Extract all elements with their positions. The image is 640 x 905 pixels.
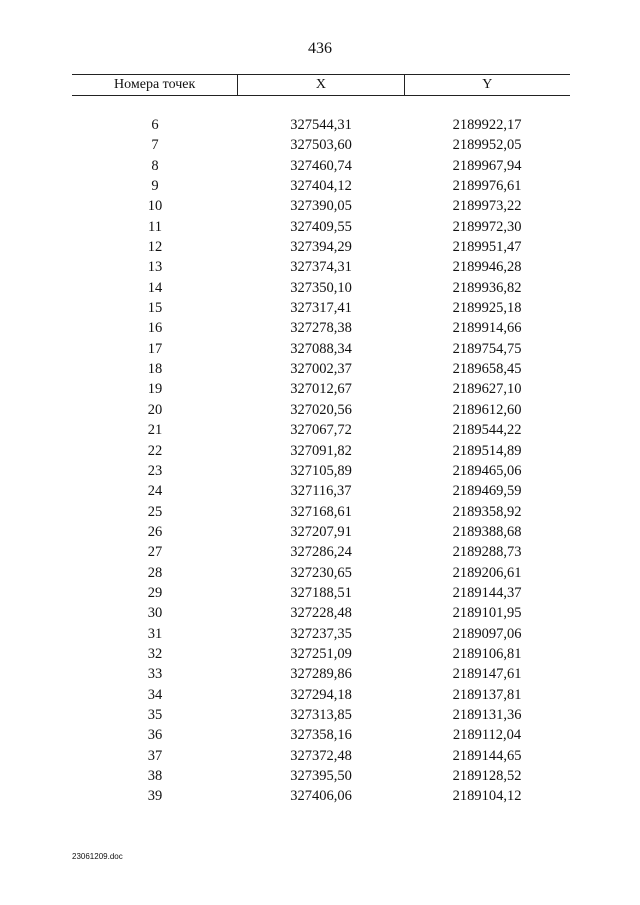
point-number-cell: 11 [148, 218, 162, 235]
table-row [72, 318, 570, 338]
x-coordinate-cell: 327409,55 [290, 218, 352, 235]
page-number: 436 [308, 40, 332, 57]
table-row [72, 441, 570, 461]
x-coordinate-cell: 327503,60 [290, 137, 352, 154]
table-row [72, 176, 570, 196]
x-coordinate-cell: 327002,37 [290, 361, 352, 378]
point-number-cell: 25 [147, 503, 163, 520]
x-coordinate-cell: 327294,18 [290, 686, 352, 703]
y-coordinate-cell: 2189951,47 [452, 239, 522, 256]
table-row [72, 583, 570, 603]
y-coordinate-cell: 2189936,82 [452, 279, 522, 296]
y-coordinate-cell: 2189288,73 [452, 544, 522, 561]
table-row [72, 664, 570, 684]
x-coordinate-cell: 327012,67 [290, 381, 352, 398]
x-coordinate-cell: 327278,38 [290, 320, 352, 337]
x-coordinate-cell: 327237,35 [290, 625, 352, 642]
point-number-cell: 22 [147, 442, 163, 459]
table-row [72, 705, 570, 725]
table-row [72, 135, 570, 155]
point-number-cell: 26 [147, 523, 163, 540]
x-coordinate-cell: 327168,61 [290, 503, 352, 520]
y-coordinate-cell: 2189106,81 [452, 645, 522, 662]
point-number-cell: 10 [147, 198, 163, 215]
point-number-cell: 33 [147, 666, 163, 683]
point-number-cell: 24 [147, 483, 163, 500]
header-point-numbers: Номера точек [72, 75, 238, 95]
y-coordinate-cell: 2189097,06 [452, 625, 522, 642]
table-row [72, 603, 570, 623]
y-coordinate-cell: 2189104,12 [452, 788, 522, 805]
table-body [72, 115, 570, 807]
y-coordinate-cell: 2189358,92 [452, 503, 522, 520]
x-coordinate-cell: 327230,65 [290, 564, 352, 581]
point-number-cell: 34 [147, 686, 163, 703]
point-number-cell: 36 [147, 727, 163, 744]
table-row [72, 400, 570, 420]
table-row [72, 725, 570, 745]
table-row [72, 156, 570, 176]
point-number-cell: 15 [147, 300, 163, 317]
y-coordinate-cell: 2189465,06 [452, 462, 522, 479]
x-coordinate-cell: 327289,86 [290, 666, 352, 683]
y-coordinate-cell: 2189754,75 [452, 340, 522, 357]
x-coordinate-cell: 327394,29 [290, 239, 352, 256]
point-number-cell: 16 [147, 320, 163, 337]
x-coordinate-cell: 327188,51 [290, 584, 352, 601]
y-coordinate-cell: 2189514,89 [452, 442, 522, 459]
x-coordinate-cell: 327390,05 [290, 198, 352, 215]
table-row [72, 481, 570, 501]
y-coordinate-cell: 2189914,66 [452, 320, 522, 337]
table-row [72, 644, 570, 664]
y-coordinate-cell: 2189206,61 [452, 564, 522, 581]
table-row [72, 461, 570, 481]
table-row [72, 379, 570, 399]
header-x: X [238, 75, 404, 95]
table-row [72, 766, 570, 786]
point-number-cell: 13 [147, 259, 163, 276]
point-number-cell: 7 [151, 137, 159, 154]
y-coordinate-cell: 2189137,81 [452, 686, 522, 703]
x-coordinate-cell: 327067,72 [290, 422, 352, 439]
table-row [72, 359, 570, 379]
x-coordinate-cell: 327091,82 [290, 442, 352, 459]
point-number-cell: 8 [151, 157, 159, 174]
point-number-cell: 28 [147, 564, 163, 581]
y-coordinate-cell: 2189388,68 [452, 523, 522, 540]
y-coordinate-cell: 2189922,17 [452, 117, 522, 133]
point-number-cell: 20 [147, 401, 163, 418]
y-coordinate-cell: 2189973,22 [452, 198, 522, 215]
y-coordinate-cell: 2189658,45 [452, 361, 522, 378]
point-number-cell: 39 [147, 788, 163, 805]
y-coordinate-cell: 2189101,95 [452, 605, 522, 622]
table-row [72, 196, 570, 216]
y-coordinate-cell: 2189976,61 [452, 178, 522, 195]
table-row [72, 217, 570, 237]
point-number-cell: 37 [147, 747, 163, 764]
y-coordinate-cell: 2189147,61 [452, 666, 522, 683]
table-row [72, 298, 570, 318]
table-row [72, 685, 570, 705]
table-row [72, 522, 570, 542]
y-coordinate-cell: 2189925,18 [452, 300, 522, 317]
y-coordinate-cell: 2189131,36 [452, 706, 522, 723]
table-row [72, 563, 570, 583]
x-coordinate-cell: 327395,50 [290, 768, 352, 784]
x-coordinate-cell: 327404,12 [290, 178, 352, 195]
x-coordinate-cell: 327350,10 [290, 279, 352, 296]
y-coordinate-cell: 2189544,22 [452, 422, 522, 439]
y-coordinate-cell: 2189952,05 [452, 137, 522, 154]
point-number-cell: 27 [147, 544, 163, 561]
table-row [72, 278, 570, 298]
x-coordinate-cell: 327374,31 [290, 259, 352, 276]
x-coordinate-cell: 327460,74 [290, 157, 352, 174]
x-coordinate-cell: 327406,06 [290, 788, 352, 805]
y-coordinate-cell: 2189972,30 [452, 218, 522, 235]
table-row [72, 257, 570, 277]
point-number-cell: 21 [147, 422, 163, 439]
x-coordinate-cell: 327228,48 [290, 605, 352, 622]
x-coordinate-cell: 327116,37 [290, 483, 352, 500]
point-number-cell: 38 [147, 768, 163, 784]
table-row [72, 420, 570, 440]
table-row [72, 339, 570, 359]
table-header [72, 74, 570, 96]
table-row [72, 624, 570, 644]
table-row [72, 115, 570, 135]
x-coordinate-cell: 327544,31 [290, 117, 352, 133]
y-coordinate-cell: 2189128,52 [452, 768, 522, 784]
x-coordinate-cell: 327207,91 [290, 523, 352, 540]
point-number-cell: 19 [147, 381, 163, 398]
point-number-cell: 30 [147, 605, 163, 622]
x-coordinate-cell: 327286,24 [290, 544, 352, 561]
y-coordinate-cell: 2189946,28 [452, 259, 522, 276]
x-coordinate-cell: 327358,16 [290, 727, 352, 744]
y-coordinate-cell: 2189144,65 [452, 747, 522, 764]
x-coordinate-cell: 327313,85 [290, 706, 352, 723]
document-code: 23061209.doc [72, 852, 123, 861]
point-number-cell: 23 [147, 462, 163, 479]
table-row [72, 502, 570, 522]
y-coordinate-cell: 2189967,94 [452, 157, 522, 174]
table-row [72, 542, 570, 562]
point-number-cell: 9 [151, 178, 159, 195]
x-coordinate-cell: 327088,34 [290, 340, 352, 357]
x-coordinate-cell: 327317,41 [290, 300, 352, 317]
point-number-cell: 31 [147, 625, 163, 642]
point-number-cell: 35 [147, 706, 163, 723]
table-row [72, 746, 570, 766]
y-coordinate-cell: 2189627,10 [452, 381, 522, 398]
y-coordinate-cell: 2189612,60 [452, 401, 522, 418]
x-coordinate-cell: 327372,48 [290, 747, 352, 764]
point-number-cell: 12 [147, 239, 163, 256]
x-coordinate-cell: 327251,09 [290, 645, 352, 662]
table-row [72, 237, 570, 257]
x-coordinate-cell: 327020,56 [290, 401, 352, 418]
y-coordinate-cell: 2189144,37 [452, 584, 522, 601]
y-coordinate-cell: 2189469,59 [452, 483, 522, 500]
point-number-cell: 32 [147, 645, 163, 662]
x-coordinate-cell: 327105,89 [290, 462, 352, 479]
table-row [72, 786, 570, 806]
header-y: Y [482, 77, 493, 92]
y-coordinate-cell: 2189112,04 [452, 727, 522, 744]
coordinates-table [72, 74, 570, 807]
point-number-cell: 17 [147, 340, 163, 357]
point-number-cell: 18 [147, 361, 163, 378]
point-number-cell: 6 [151, 117, 159, 133]
point-number-cell: 14 [147, 279, 163, 296]
point-number-cell: 29 [147, 584, 163, 601]
